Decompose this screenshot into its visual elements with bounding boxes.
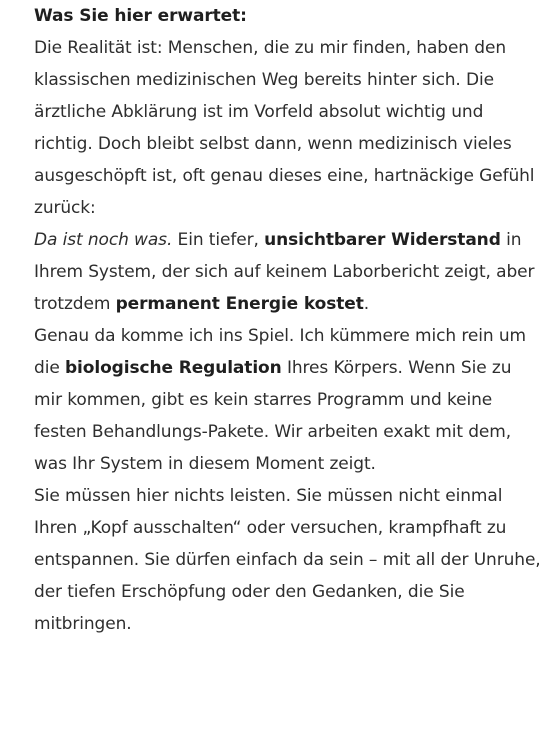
text-segment: Ihres Körpers. Wenn Sie zu mir kommen, gibt es kein starres Programm und keine festen Behandlungs-Pakete. Wir arbeiten exakt mit dem, was Ihr System in diesem Moment zeigt. (34, 358, 512, 474)
text-segment: Genau da komme ich ins Spiel. Ich kümmere mich rein um die (34, 326, 526, 378)
text-segment: Ein tiefer, (172, 230, 265, 250)
paragraph-reality-text: Die Realität ist: Menschen, die zu mir finden, haben den klassischen medizinischen Weg bereits hinter sich. Die ärztliche Abklärung ist im Vorfeld absolut wichtig und richtig. Doch bleibt selbst dann, wenn medizinisch vieles ausgeschöpft ist, oft genau dieses eine, hartnäckige Gefühl zurück: (34, 38, 535, 218)
text-segment: . (363, 294, 370, 314)
italic-phrase: Da ist noch was. (34, 230, 173, 250)
bold-phrase-regulation: biologische Regulation (64, 358, 282, 378)
section-heading: Was Sie hier erwartet: (34, 6, 247, 26)
bold-phrase-energy: permanent Energie kostet (115, 294, 364, 314)
text-segment: in Ihrem System, der sich auf keinem Laborbericht zeigt, aber trotzdem (34, 230, 535, 314)
paragraph-resistance (34, 224, 544, 320)
paragraph-reality (34, 32, 544, 224)
paragraph-no-pressure (34, 480, 544, 640)
bold-phrase-resistance: unsichtbarer Widerstand (264, 230, 501, 250)
paragraph-no-pressure-text: Sie müssen hier nichts leisten. Sie müssen nicht einmal Ihren „Kopf ausschalten“ oder versuchen, krampfhaft zu entspannen. Sie dürfen einfach da sein – mit all der Unruhe, der tiefen Erschöpfung oder den Gedanken, die Sie mitbringen. (34, 486, 541, 634)
paragraph-regulation (34, 320, 544, 480)
